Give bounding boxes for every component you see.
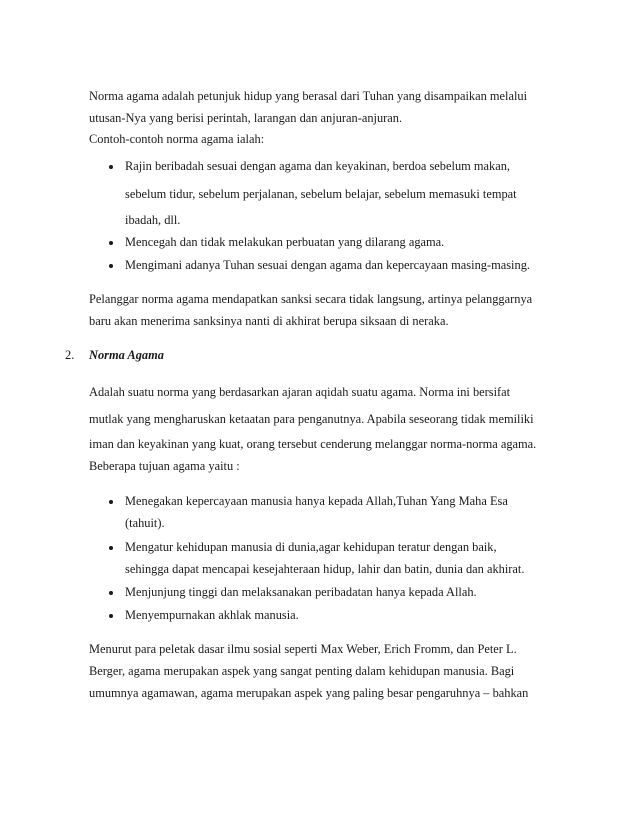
paragraph-line: Menurut para peletak dasar ilmu sosial seperti Max Weber, Erich Fromm, dan Peter L. [89, 642, 517, 656]
list-item-line: Menjunjung tinggi dan melaksanakan peribadatan hanya kepada Allah. [125, 585, 477, 599]
section-number: 2. [65, 348, 75, 362]
paragraph-line: baru akan menerima sanksinya nanti di akhirat berupa siksaan di neraka. [89, 314, 449, 328]
paragraph-line: mutlak yang mengharuskan ketaatan para penganutnya. Apabila seseorang tidak memiliki [89, 412, 534, 426]
paragraph-line: Norma agama adalah petunjuk hidup yang berasal dari Tuhan yang disampaikan melalui [89, 89, 528, 103]
bullet-icon [109, 614, 113, 618]
paragraph-line: Contoh-contoh norma agama ialah: [89, 132, 265, 146]
bullet-icon [109, 165, 113, 169]
list-item-line: sehingga dapat mencapai kesejahteraan hidup, lahir dan batin, dunia dan akhirat. [125, 562, 525, 576]
bullet-icon [109, 591, 113, 595]
paragraph-line: iman dan keyakinan yang kuat, orang tersebut cenderung melanggar norma-norma agama. [89, 437, 537, 451]
paragraph-line: utusan-Nya yang berisi perintah, larangan dan anjuran-anjuran. [89, 111, 403, 125]
list-item-line: (tahuit). [125, 516, 165, 530]
list-item-line: Mencegah dan tidak melakukan perbuatan yang dilarang agama. [125, 235, 445, 249]
list-item-line: sebelum tidur, sebelum perjalanan, sebelum belajar, sebelum memasuki tempat [125, 187, 517, 201]
bullet-icon [109, 264, 113, 268]
paragraph-line: Adalah suatu norma yang berdasarkan ajaran aqidah suatu agama. Norma ini bersifat [89, 385, 511, 399]
list-item-line: Mengatur kehidupan manusia di dunia,agar kehidupan teratur dengan baik, [125, 540, 497, 554]
paragraph-line: Berger, agama merupakan aspek yang sangat penting dalam kehidupan manusia. Bagi [89, 664, 515, 678]
section-title: Norma Agama [89, 348, 164, 362]
bullet-icon [109, 546, 113, 550]
list-item-line: Menegakan kepercayaan manusia hanya kepada Allah,Tuhan Yang Maha Esa [125, 494, 508, 508]
paragraph-line: Beberapa tujuan agama yaitu : [89, 459, 240, 473]
list-item-line: ibadah, dll. [125, 213, 181, 227]
bullet-icon [109, 500, 113, 504]
list-item-line: Mengimani adanya Tuhan sesuai dengan agama dan kepercayaan masing-masing. [125, 258, 530, 272]
bullet-icon [109, 241, 113, 245]
list-item-line: Menyempurnakan akhlak manusia. [125, 608, 299, 622]
paragraph-line: Pelanggar norma agama mendapatkan sanksi secara tidak langsung, artinya pelanggarnya [89, 292, 533, 306]
paragraph-line: umumnya agamawan, agama merupakan aspek yang paling besar pengaruhnya – bahkan [89, 686, 529, 700]
list-item-line: Rajin beribadah sesuai dengan agama dan keyakinan, berdoa sebelum makan, [125, 159, 510, 173]
